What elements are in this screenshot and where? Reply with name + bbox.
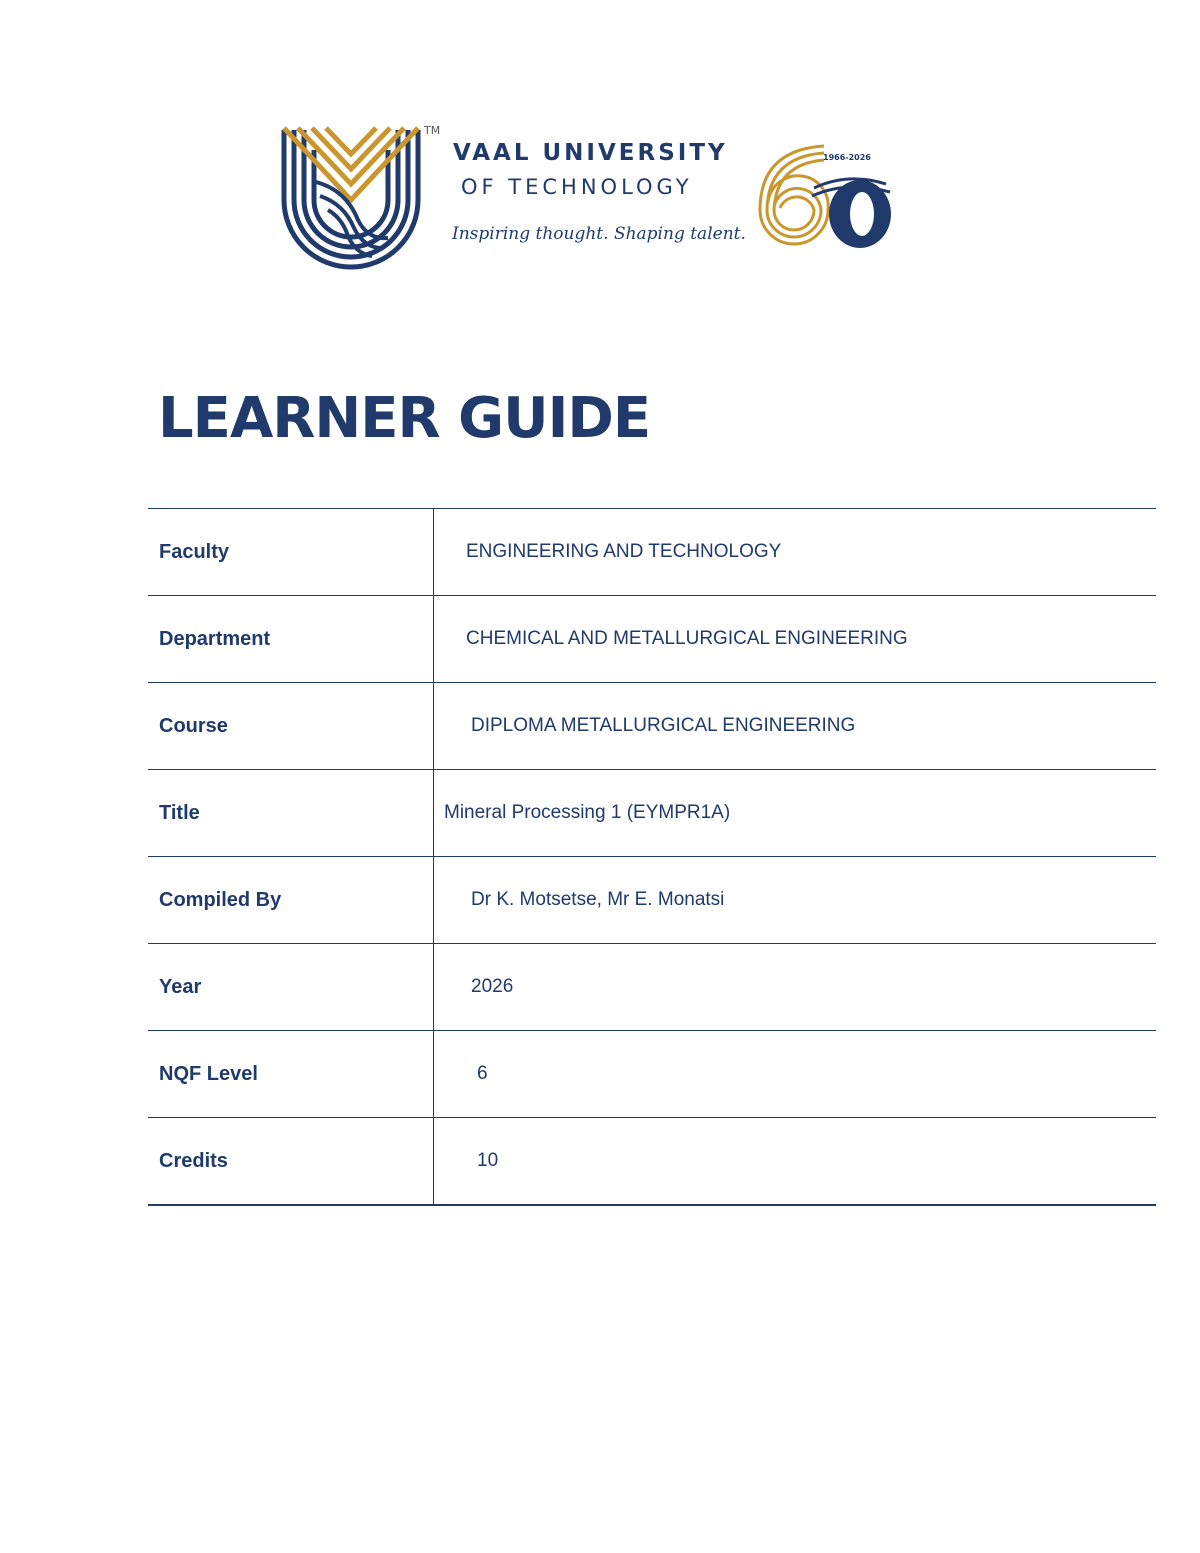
info-label: Compiled By — [148, 857, 434, 944]
trademark-mark: TM — [424, 124, 441, 137]
info-label: NQF Level — [148, 1031, 434, 1118]
info-row-faculty — [148, 509, 1156, 596]
university-subname: OF TECHNOLOGY — [461, 175, 693, 199]
info-value: ENGINEERING AND TECHNOLOGY — [434, 509, 1157, 596]
info-label: Title — [148, 770, 434, 857]
info-label: Faculty — [148, 509, 434, 596]
university-name: VAAL UNIVERSITY — [453, 140, 728, 166]
info-row-title — [148, 770, 1156, 857]
info-row-credits — [148, 1118, 1156, 1206]
info-label: Credits — [148, 1118, 434, 1206]
info-label: Year — [148, 944, 434, 1031]
info-label: Course — [148, 683, 434, 770]
info-value: 10 — [434, 1118, 1157, 1206]
info-value: 6 — [434, 1031, 1157, 1118]
university-tagline: Inspiring thought. Shaping talent. — [452, 224, 746, 244]
info-label: Department — [148, 596, 434, 683]
info-row-nqf-level — [148, 1031, 1156, 1118]
info-value: DIPLOMA METALLURGICAL ENGINEERING — [434, 683, 1157, 770]
info-row-course — [148, 683, 1156, 770]
university-logo — [276, 120, 906, 280]
document-title: LEARNER GUIDE — [158, 386, 651, 451]
info-row-year — [148, 944, 1156, 1031]
vut-shield-icon — [276, 120, 426, 272]
info-value: Mineral Processing 1 (EYMPR1A) — [434, 770, 1157, 857]
info-row-compiled-by — [148, 857, 1156, 944]
info-value: 2026 — [434, 944, 1157, 1031]
course-info-table — [148, 508, 1156, 1206]
info-value: CHEMICAL AND METALLURGICAL ENGINEERING — [434, 596, 1157, 683]
info-row-department — [148, 596, 1156, 683]
info-value: Dr K. Motsetse, Mr E. Monatsi — [434, 857, 1157, 944]
anniversary-years: 1966-2026 — [823, 153, 871, 162]
